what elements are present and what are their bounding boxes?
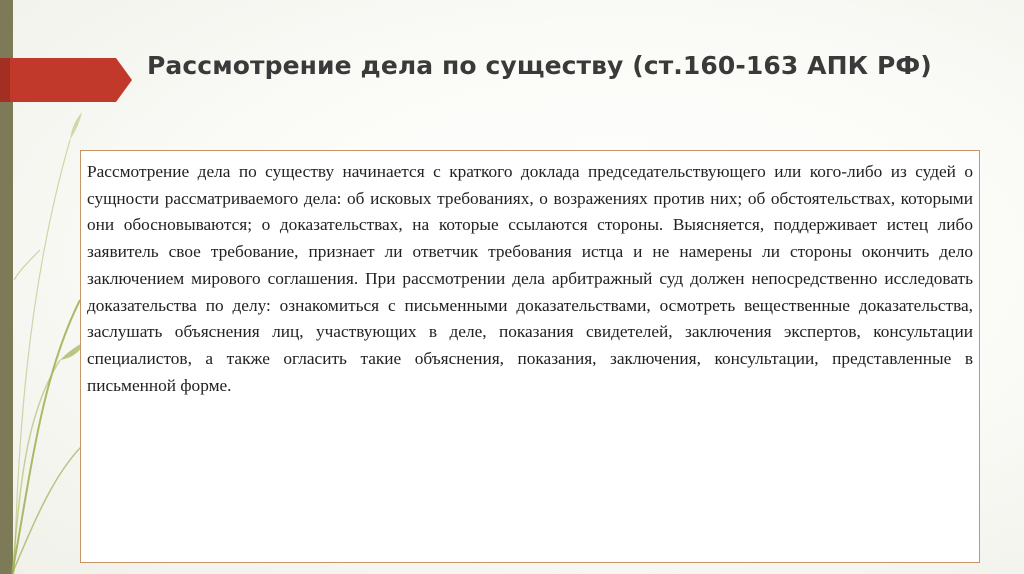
slide-title: Рассмотрение дела по существу (ст.160-163 АПК РФ)	[147, 51, 932, 80]
title-arrow-icon	[0, 58, 132, 102]
body-text: Рассмотрение дела по существу начинается с краткого доклада председательствующего или кого-либо из судей о сущности рассматриваемого дела: об исковых требованиях, о возражениях против них; об обстоятельствах, которыми они обосновываются; о доказательствах, на которые ссылаются стороны. Выясняется, поддерживает истец либо заявитель свое требование, признает ли ответчик требования истца и не намерены ли стороны окончить дело заключением мирового соглашения. При рассмотрении дела арбитражный суд должен непосредственно исследовать доказательства по делу: ознакомиться с письменными доказательствами, осмотреть вещественные доказательства, заслушать объяснения лиц, участвующих в деле, показания свидетелей, заключения экспертов, консультации специалистов, а также огласить такие объяснения, показания, заключения, консультации, представленные в письменной форме.	[87, 162, 973, 395]
content-box	[80, 150, 980, 563]
